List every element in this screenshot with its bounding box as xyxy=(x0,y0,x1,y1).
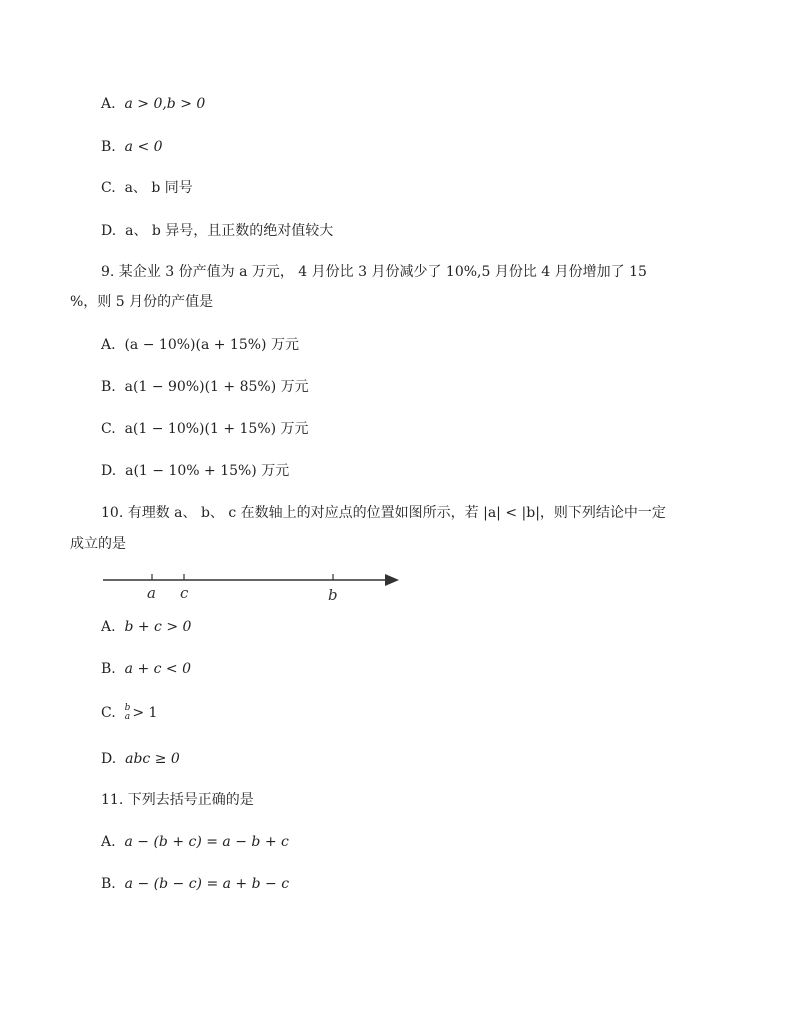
q9-option-d: D. a(1 − 10% + 15%) 万元 xyxy=(101,463,290,479)
q10-option-d: D. abc ≥ 0 xyxy=(101,751,180,767)
q10-option-a: A. b + c > 0 xyxy=(101,619,192,635)
q10-option-c: C. b a > 1 xyxy=(101,703,158,722)
q8-option-b: B. a < 0 xyxy=(101,139,163,155)
fraction-b-over-a: b a xyxy=(124,703,131,722)
q9-option-a: A. (a − 10%)(a + 15%) 万元 xyxy=(101,337,299,353)
q9-option-b: B. a(1 − 90%)(1 + 85%) 万元 xyxy=(101,379,309,395)
q9-option-c: C. a(1 − 10%)(1 + 15%) 万元 xyxy=(101,421,309,437)
q10-stem-line2: 成立的是 xyxy=(70,536,126,552)
q11-option-b: B. a − (b − c) = a + b − c xyxy=(101,876,290,892)
q10-option-b: B. a + c < 0 xyxy=(101,661,192,677)
q8-option-c: C. a、 b 同号 xyxy=(101,180,193,196)
arrow-right-icon xyxy=(385,574,399,586)
label-c: c xyxy=(180,584,189,602)
label-b: b xyxy=(328,586,338,604)
q11-stem: 11. 下列去括号正确的是 xyxy=(101,792,254,808)
q9-stem-line1: 9. 某企业 3 份产值为 a 万元， 4 月份比 3 月份减少了 10%,5 月份比 4 月份增加了 15 xyxy=(101,264,647,280)
number-line-figure xyxy=(95,568,405,608)
q9-stem-line2: %，则 5 月份的产值是 xyxy=(70,294,214,310)
label-a: a xyxy=(147,584,156,602)
q8-option-d: D. a、 b 异号，且正数的绝对值较大 xyxy=(101,223,334,239)
q8-option-a: A. a > 0,b > 0 xyxy=(101,96,206,112)
q10-stem-line1: 10. 有理数 a、 b、 c 在数轴上的对应点的位置如图所示，若 |a| < |b|，则下列结论中一定 xyxy=(101,505,666,521)
q11-option-a: A. a − (b + c) = a − b + c xyxy=(101,834,289,850)
